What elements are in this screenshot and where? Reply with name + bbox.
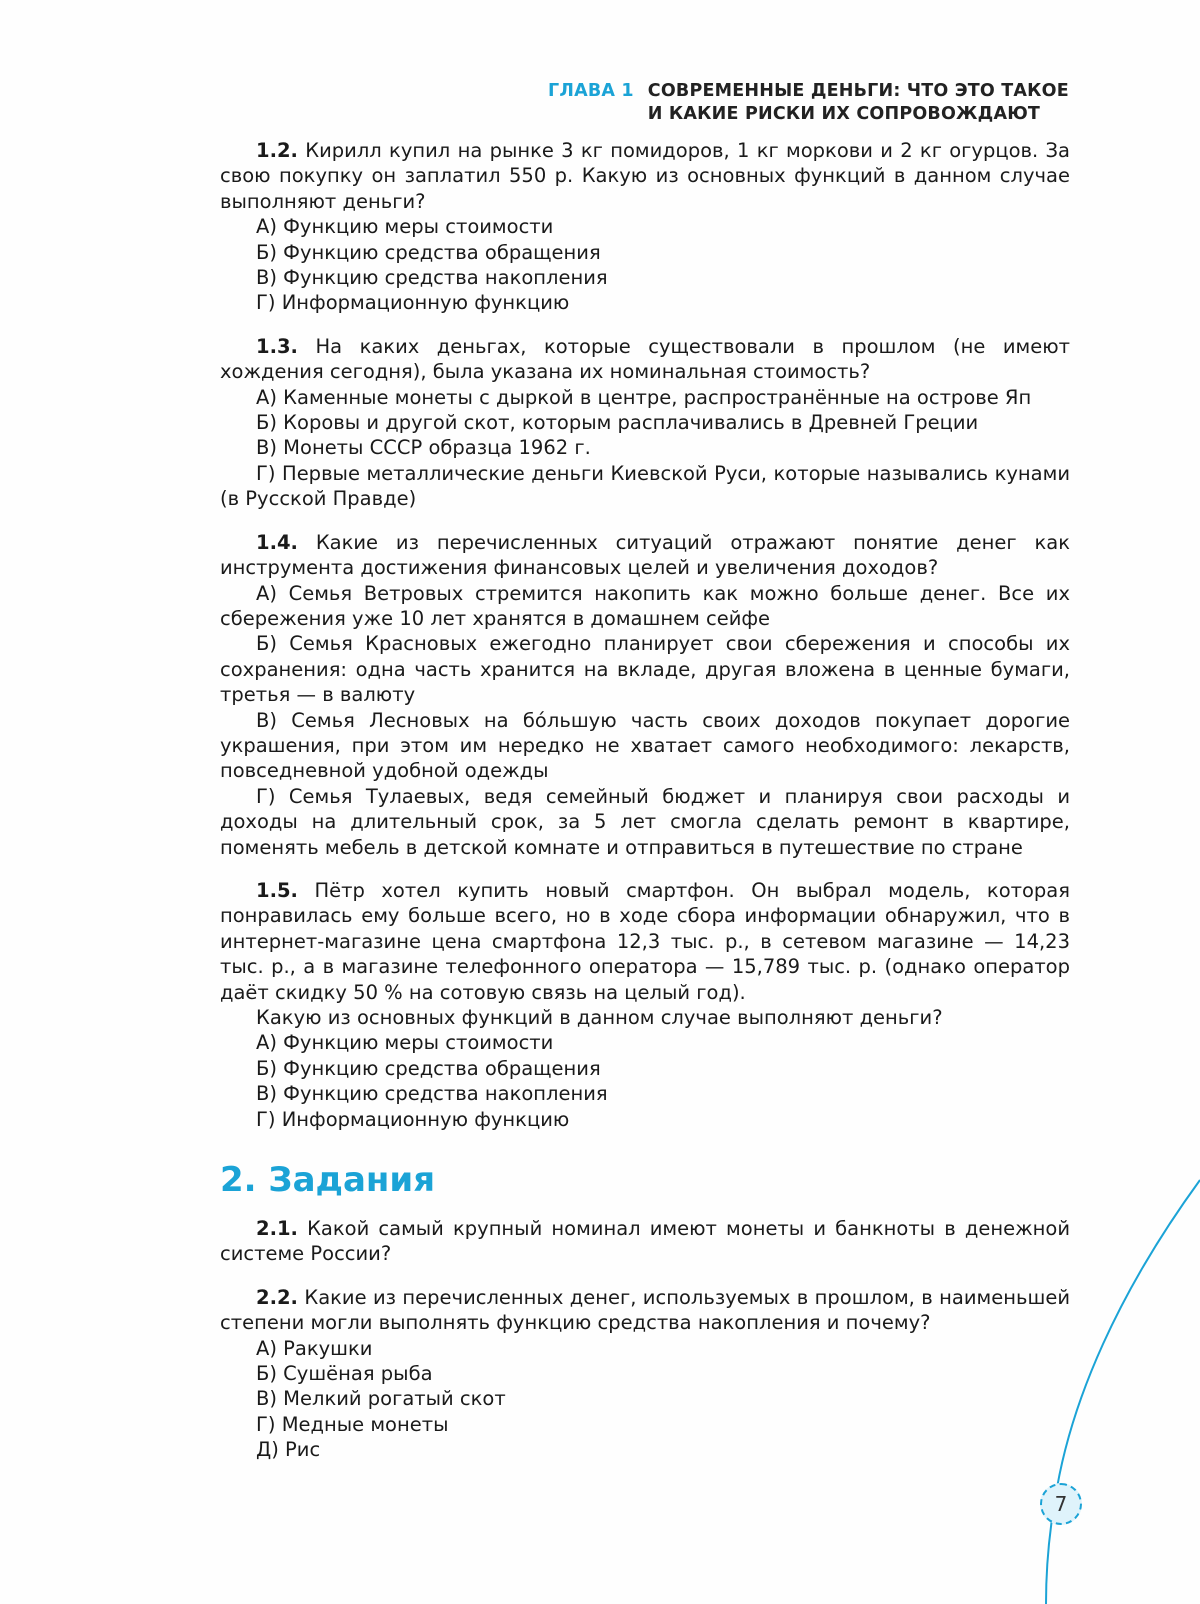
- answer-option: Б) Коровы и другой скот, которым расплачивались в Древней Греции: [256, 411, 979, 435]
- answer-option: Б) Сушёная рыба: [256, 1362, 433, 1386]
- answer-option: Г) Информационную функцию: [256, 291, 570, 315]
- task-question: [220, 530, 1070, 581]
- task-question-text: Какой самый крупный номинал имеют монеты и банкноты в денежной системе России?: [220, 1217, 1070, 1266]
- task-question-text: Какие из перечисленных ситуаций отражают понятие денег как инструмента достижения финансовых целей и увеличения доходов?: [220, 530, 1070, 580]
- task-number: 1.5.: [256, 878, 298, 902]
- task-number: 1.3.: [256, 334, 298, 358]
- answer-option: Б) Семья Красновых ежегодно планирует свои сбережения и способы их сохранения: одна часть хранится на вкладе, другая вложена в ценные бумаги, третья — в валюту: [220, 632, 1070, 707]
- answer-option: Г) Первые металлические деньги Киевской Руси, которые назывались кунами (в Русской Правде): [220, 461, 1070, 511]
- task-question-text: Какие из перечисленных денег, используемых в прошлом, в наименьшей степени могли выполнять функцию средства накопления и почему?: [220, 1285, 1070, 1335]
- answer-option: А) Семья Ветровых стремится накопить как можно больше денег. Все их сбережения уже 10 лет хранятся в домашнем сейфе: [220, 581, 1070, 630]
- task-1-2: [220, 138, 1070, 316]
- answer-option: А) Каменные монеты с дыркой в центре, распространённые на острове Яп: [256, 385, 1032, 409]
- task-question-text: Пётр хотел купить новый смартфон. Он выбрал модель, которая понравилась ему больше всего, но в ходе сбора информации обнаружил, что в интернет-магазине цена смартфона 12,3 тыс. р., в сетевом магазине — 14,23 тыс. р., а в магазине телефонного оператора — 15,789 тыс. р. (однако оператор даёт скидку 50 % на сотовую связь на целый год).: [220, 878, 1070, 1004]
- answer-option: А) Ракушки: [256, 1336, 373, 1360]
- answer-option: Б) Функцию средства обращения: [256, 1056, 601, 1080]
- task-question: [220, 1216, 1070, 1267]
- task-number: 1.4.: [256, 530, 298, 554]
- answer-option: В) Семья Лесновых на бóльшую часть своих доходов покупает дорогие украшения, при этом им нередко не хватает самого необходимого: лекарств, повседневной удобной одежды: [220, 708, 1070, 783]
- answer-option: В) Функцию средства накопления: [256, 1082, 608, 1106]
- task-1-4: [220, 530, 1070, 860]
- section-title: 2. Задания: [220, 1160, 436, 1201]
- task-number: 2.2.: [256, 1285, 298, 1309]
- task-question: [220, 334, 1070, 385]
- task-question-text: Кирилл купил на рынке 3 кг помидоров, 1 кг моркови и 2 кг огурцов. За свою покупку он заплатил 550 р. Какую из основных функций в данном случае выполняют деньги?: [220, 139, 1070, 213]
- chapter-label: ГЛАВА 1: [548, 81, 634, 101]
- answer-option: Б) Функцию средства обращения: [256, 240, 601, 264]
- task-question: [220, 1285, 1070, 1336]
- task-question: [220, 138, 1070, 214]
- chapter-title: [648, 80, 1069, 126]
- task-number: 2.1.: [256, 1217, 298, 1241]
- page-number-badge: 7: [1040, 1483, 1082, 1525]
- answer-option: Д) Рис: [256, 1438, 321, 1462]
- answer-option: А) Функцию меры стоимости: [256, 1031, 554, 1055]
- task-1-3: [220, 334, 1070, 512]
- task-number: 1.2.: [256, 139, 298, 162]
- chapter-title-line1: СОВРЕМЕННЫЕ ДЕНЬГИ: ЧТО ЭТО ТАКОЕ: [647, 81, 1069, 101]
- page-content: [220, 138, 1070, 1481]
- task-2-2: [220, 1285, 1070, 1463]
- task-2-1: [220, 1216, 1070, 1267]
- chapter-header: [548, 80, 1076, 126]
- answer-option: В) Монеты СССР образца 1962 г.: [256, 436, 591, 460]
- task-question: [220, 878, 1070, 1005]
- answer-option: В) Мелкий рогатый скот: [256, 1387, 506, 1411]
- task-question-text: На каких деньгах, которые существовали в прошлом (не имеют хождения сегодня), была указана их номинальная стоимость?: [220, 334, 1070, 384]
- answer-option: Г) Семья Тулаевых, ведя семейный бюджет и планируя свои расходы и доходы на длительный срок, за 5 лет смогла сделать ремонт в квартире, поменять мебель в детской комнате и отправиться в путешествие по стране: [220, 784, 1070, 859]
- chapter-title-line2: И КАКИЕ РИСКИ ИХ СОПРОВОЖДАЮТ: [647, 104, 1041, 124]
- answer-option: В) Функцию средства накопления: [256, 266, 608, 290]
- task-question-continuation: Какую из основных функций в данном случае выполняют деньги?: [256, 1006, 943, 1029]
- answer-option: А) Функцию меры стоимости: [256, 215, 554, 239]
- answer-option: Г) Медные монеты: [256, 1412, 449, 1436]
- answer-option: Г) Информационную функцию: [256, 1107, 570, 1131]
- task-1-5: [220, 878, 1070, 1132]
